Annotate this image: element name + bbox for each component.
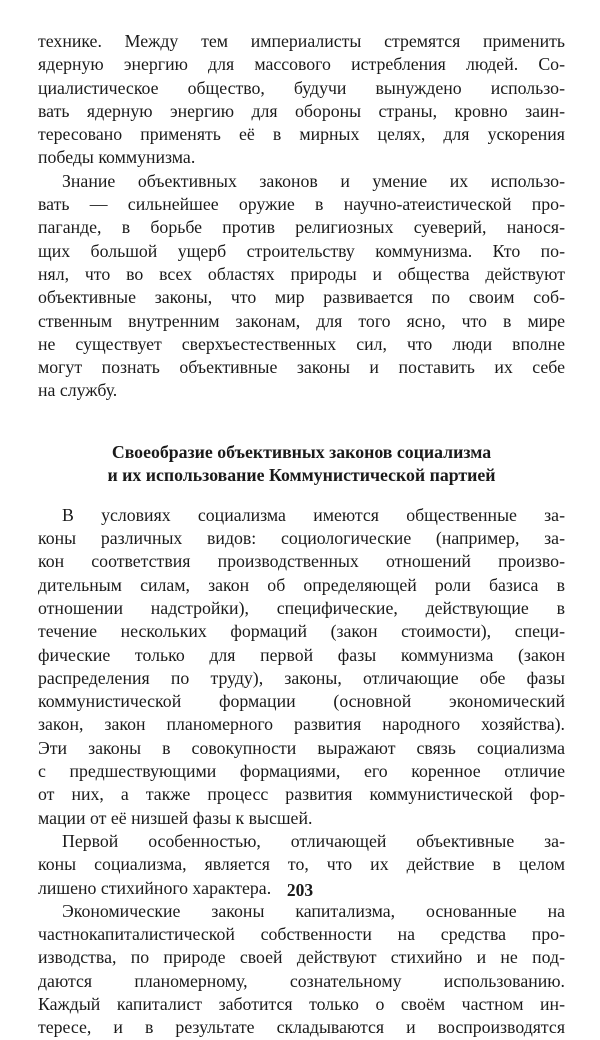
text-line: от них, а также процесс развития коммунистической фор-	[38, 784, 565, 805]
text-line: изводства, по природе своей действуют стихийно и не под-	[38, 947, 565, 968]
text-line: вать — сильнейшее оружие в научно-атеистической про-	[38, 194, 565, 215]
text-line: коны социализма, является то, что их действие в целом	[38, 854, 565, 875]
text-line: циалистическое общество, будучи вынуждено использо-	[38, 77, 565, 98]
text-line: частнокапиталистической собственности на средства про-	[38, 924, 565, 945]
text-line: победы коммунизма.	[38, 147, 196, 168]
paragraph-1	[38, 30, 565, 170]
text-line: кон соответствия производственных отношений произво-	[38, 551, 565, 572]
text-line: с предшествующими формациями, его коренное отличие	[38, 761, 565, 782]
text-line: Экономические законы капитализма, основанные на	[62, 900, 565, 921]
text-line: отношении надстройки), специфические, действующие в	[38, 597, 565, 618]
paragraph-2	[38, 170, 565, 403]
text-line: не существует сверхъестественных сил, что люди вполне	[38, 333, 565, 354]
text-line: Каждый капиталист заботится только о своём частном ин-	[38, 993, 565, 1014]
text-line: тересовано применять её в мирных целях, для ускорения	[38, 124, 565, 145]
text-line: на службу.	[38, 380, 118, 401]
text-line: мации от её низшей фазы к высшей.	[38, 807, 313, 828]
text-line: нял, что во всех областях природы и общества действуют	[38, 263, 565, 284]
text-line: Первой особенностью, отличающей объективные за-	[62, 830, 565, 851]
text-line: тересе, и в результате складываются и воспроизводятся	[38, 1017, 565, 1038]
text-line: коммунистической формации (основной экономический	[38, 691, 565, 712]
text-line: вать ядерную энергию для обороны страны, кровно заин-	[38, 100, 565, 121]
text-line: ственным внутренним законам, для того ясно, что в мире	[38, 310, 565, 331]
text-line: паганде, в борьбе против религиозных суеверий, нанося-	[38, 217, 565, 238]
text-line: коны различных видов: социологические (например, за-	[38, 528, 565, 549]
text-line: лишено стихийного характера.	[38, 877, 272, 898]
text-line: В условиях социализма имеются общественные за-	[62, 504, 565, 525]
heading-spacer	[38, 488, 565, 504]
text-line: Знание объективных законов и умение их использо-	[62, 170, 565, 191]
text-line: могут познать объективные законы и поставить их себе	[38, 357, 565, 378]
section-heading	[38, 441, 565, 488]
text-line: технике. Между тем империалисты стремятся применить	[38, 31, 565, 51]
text-line: дительным силам, закон об определяющей роли базиса в	[38, 574, 565, 595]
heading-line: Своеобразие объективных законов социализма	[111, 441, 492, 462]
text-line: щих большой ущерб строительству коммунизма. Кто по-	[38, 240, 565, 261]
page-number: 203	[286, 880, 314, 900]
text-line: закон, закон планомерного развития народного хозяйства).	[38, 714, 565, 735]
text-line: течение нескольких формаций (закон стоимости), специ-	[38, 621, 565, 642]
section-spacer	[38, 403, 565, 441]
text-line: Эти законы в совокупности выражают связь социализма	[38, 737, 565, 758]
text-line: ядерную энергию для массового истребления людей. Со-	[38, 54, 565, 75]
text-line: объективные законы, что мир развивается по своим соб-	[38, 287, 565, 308]
text-line: фические только для первой фазы коммунизма (закон	[38, 644, 565, 665]
text-line: распределения по труду), законы, отличающие обе фазы	[38, 667, 565, 688]
heading-line: и их использование Коммунистической партией	[107, 465, 496, 486]
paragraph-3	[38, 504, 565, 830]
text-line: даются планомерному, сознательному использованию.	[38, 970, 565, 991]
paragraph-5	[38, 900, 565, 1040]
